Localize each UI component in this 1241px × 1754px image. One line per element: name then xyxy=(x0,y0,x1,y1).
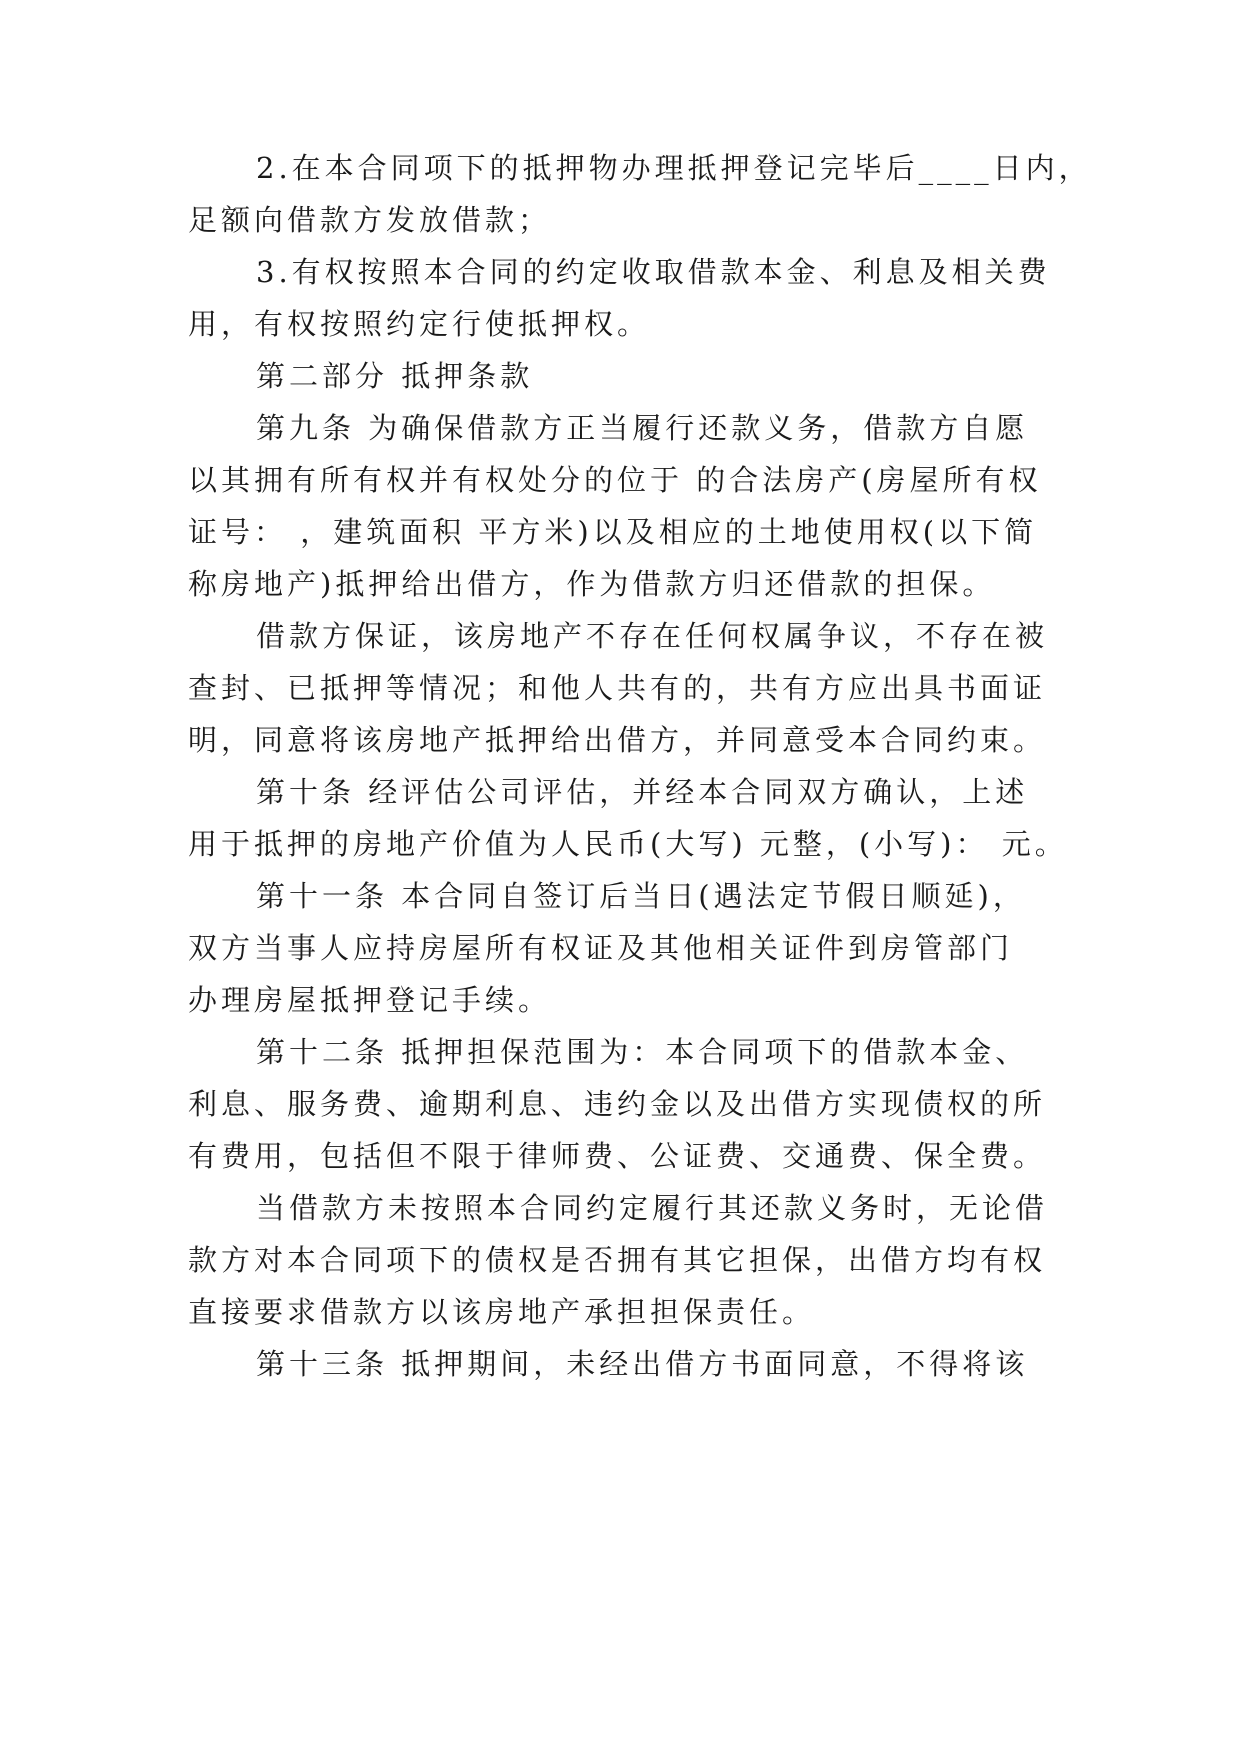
text-line: 明，同意将该房地产抵押给出借方，并同意受本合同约束。 xyxy=(188,723,1047,757)
text-line: 2.在本合同项下的抵押物办理抵押登记完毕后____日内， xyxy=(256,151,1092,185)
text-line: 第十三条 抵押期间，未经出借方书面同意，不得将该 xyxy=(256,1347,1029,1381)
text-line: 3.有权按照本合同的约定收取借款本金、利息及相关费 xyxy=(256,255,1051,289)
text-line: 第十二条 抵押担保范围为：本合同项下的借款本金、 xyxy=(256,1035,1029,1069)
text-line: 借款方保证，该房地产不存在任何权属争议，不存在被 xyxy=(256,619,1049,653)
text-line: 查封、已抵押等情况；和他人共有的，共有方应出具书面证 xyxy=(188,671,1047,705)
text-line: 款方对本合同项下的债权是否拥有其它担保，出借方均有权 xyxy=(188,1243,1047,1277)
text-line: 证号： ，建筑面积 平方米)以及相应的土地使用权(以下简 xyxy=(188,515,1038,549)
text-line: 第九条 为确保借款方正当履行还款义务，借款方自愿 xyxy=(256,411,1029,445)
text-line: 用，有权按照约定行使抵押权。 xyxy=(188,307,651,341)
text-line: 办理房屋抵押登记手续。 xyxy=(188,983,552,1017)
text-line: 双方当事人应持房屋所有权证及其他相关证件到房管部门 xyxy=(188,931,1014,965)
text-line: 称房地产)抵押给出借方，作为借款方归还借款的担保。 xyxy=(188,567,996,601)
text-line: 直接要求借款方以该房地产承担担保责任。 xyxy=(188,1295,816,1329)
text-line: 用于抵押的房地产价值为人民币(大写) 元整，(小写)： 元。 xyxy=(188,827,1068,861)
text-line: 足额向借款方发放借款； xyxy=(188,203,552,237)
text-line: 当借款方未按照本合同约定履行其还款义务时，无论借 xyxy=(256,1191,1049,1225)
text-line: 第十一条 本合同自签订后当日(遇法定节假日顺延)， xyxy=(256,879,1026,913)
section-heading: 第二部分 抵押条款 xyxy=(256,359,534,393)
text-line: 第十条 经评估公司评估，并经本合同双方确认，上述 xyxy=(256,775,1029,809)
text-line: 以其拥有所有权并有权处分的位于 的合法房产(房屋所有权 xyxy=(188,463,1042,497)
text-line: 利息、服务费、逾期利息、违约金以及出借方实现债权的所 xyxy=(188,1087,1047,1121)
text-line: 有费用，包括但不限于律师费、公证费、交通费、保全费。 xyxy=(188,1139,1047,1173)
